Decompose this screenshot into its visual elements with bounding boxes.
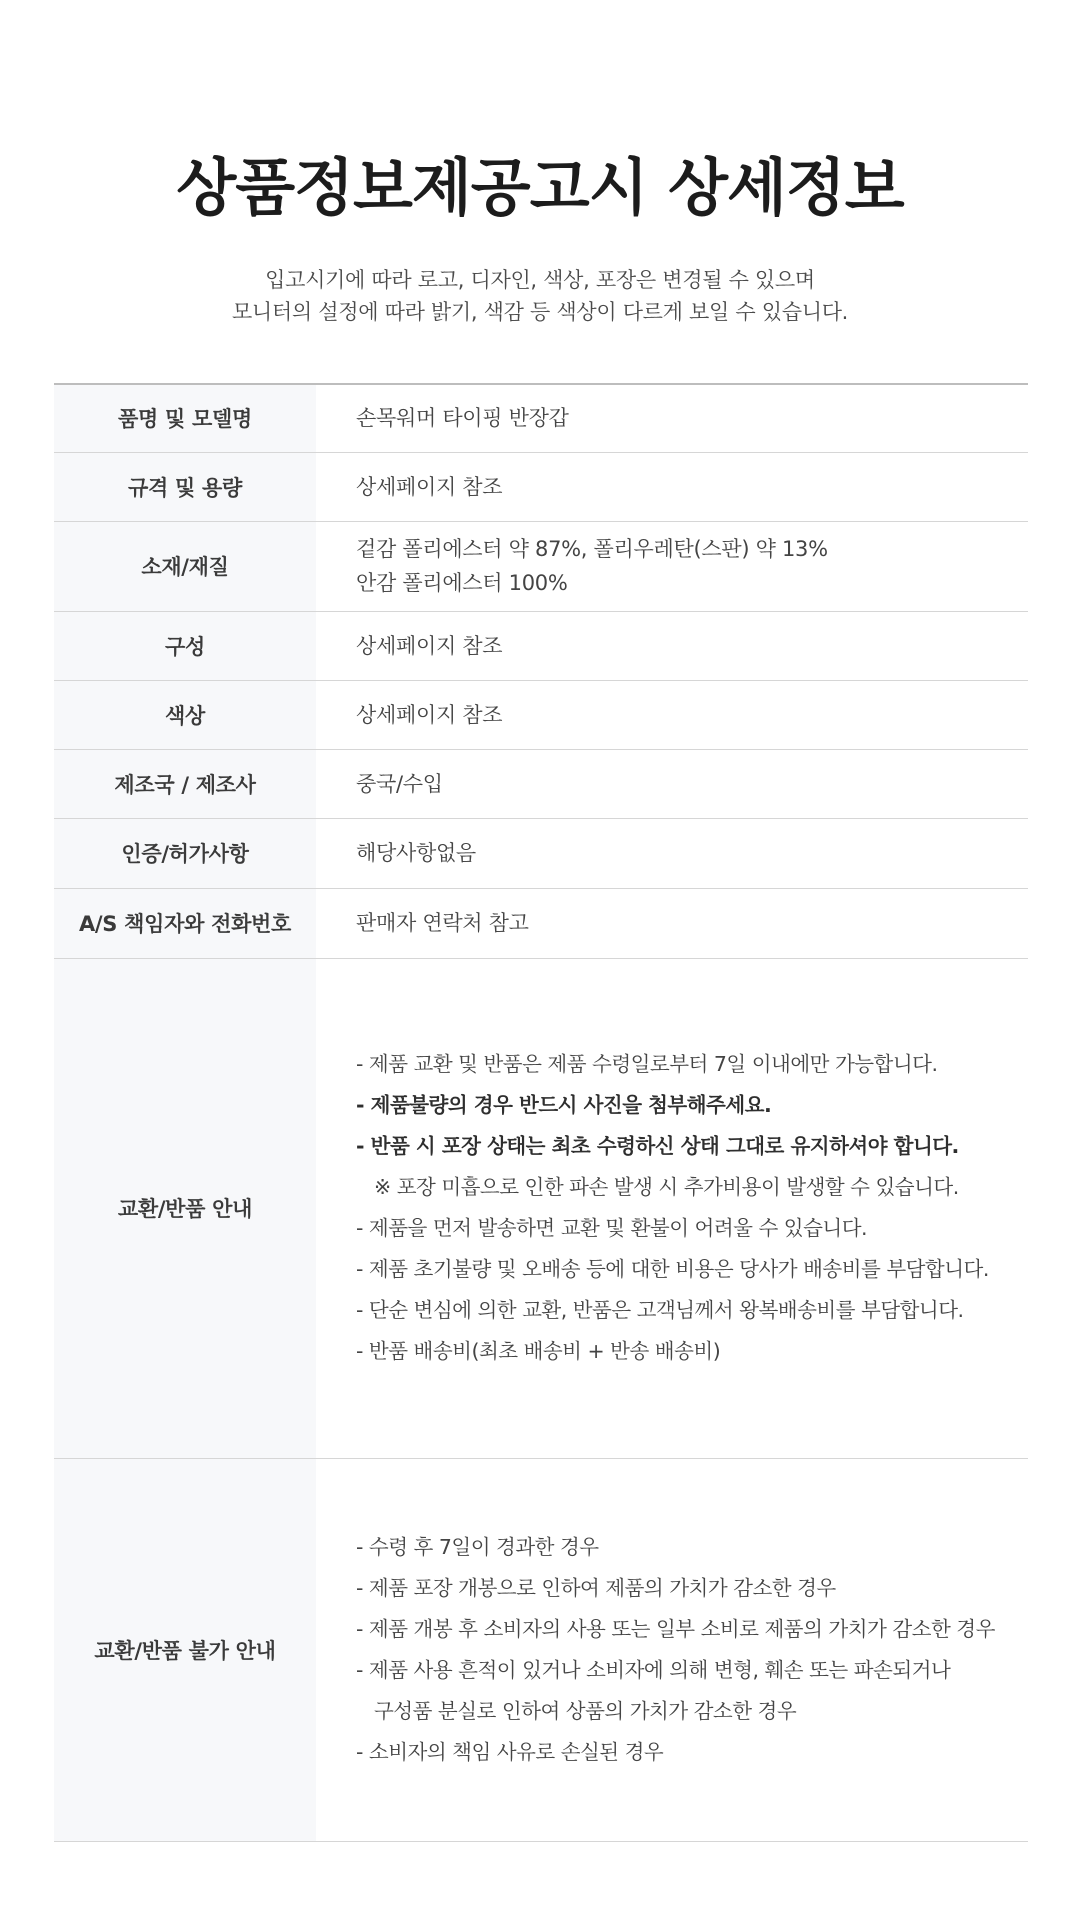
row-value	[316, 818, 1028, 888]
table-row	[54, 384, 1028, 452]
table-row	[54, 611, 1028, 680]
value-line: 상세페이지 참조	[356, 702, 503, 727]
table-row	[54, 452, 1028, 521]
value-line: 해당사항없음	[356, 841, 476, 865]
list-item: 구성품 분실로 인하여 상품의 가치가 감소한 경우	[374, 1698, 797, 1723]
exchange-guide-list	[316, 958, 1028, 1458]
row-value	[316, 521, 1028, 611]
row-label: 품명 및 모델명	[54, 384, 316, 452]
list-item: - 제품불량의 경우 반드시 사진을 첨부해주세요.	[356, 1093, 772, 1117]
list-item: - 반품 시 포장 상태는 최초 수령하신 상태 그대로 유지하셔야 합니다.	[356, 1134, 959, 1158]
row-value	[316, 611, 1028, 680]
subtitle-line: 모니터의 설정에 따라 밝기, 색감 등 색상이 다르게 보일 수 있습니다.	[231, 300, 849, 324]
row-label: 규격 및 용량	[54, 452, 316, 521]
value-line: 겉감 폴리에스터 약 87%, 폴리우레탄(스판) 약 13%	[356, 537, 828, 561]
value-line: 손목워머 타이핑 반장갑	[356, 406, 569, 431]
list-item: - 제품 포장 개봉으로 인하여 제품의 가치가 감소한 경우	[356, 1575, 836, 1600]
row-value	[316, 384, 1028, 452]
list-item: - 제품 초기불량 및 오배송 등에 대한 비용은 당사가 배송비를 부담합니다.	[356, 1257, 989, 1281]
row-label: 소재/재질	[54, 521, 316, 611]
value-line: 안감 폴리에스터 100%	[356, 571, 568, 595]
table-row	[54, 749, 1028, 818]
value-line: 중국/수입	[356, 771, 443, 796]
row-label: 교환/반품 불가 안내	[54, 1458, 316, 1841]
subtitle-line: 입고시기에 따라 로고, 디자인, 색상, 포장은 변경될 수 있으며	[265, 268, 815, 292]
table-row	[54, 818, 1028, 888]
list-item: - 수령 후 7일이 경과한 경우	[356, 1534, 599, 1559]
no-exchange-guide-list	[316, 1458, 1028, 1841]
list-item: - 제품 개봉 후 소비자의 사용 또는 일부 소비로 제품의 가치가 감소한 경우	[356, 1616, 995, 1641]
page-title: 상품정보제공고시 상세정보	[176, 151, 904, 224]
list-item: - 단순 변심에 의한 교환, 반품은 고객님께서 왕복배송비를 부담합니다.	[356, 1298, 964, 1322]
row-value	[316, 452, 1028, 521]
row-value	[316, 888, 1028, 958]
value-line: 판매자 연락처 참고	[356, 911, 529, 935]
row-label: 교환/반품 안내	[54, 958, 316, 1458]
value-line: 상세페이지 참조	[356, 633, 503, 658]
product-info-table	[54, 383, 1028, 1842]
subtitle	[0, 264, 1080, 328]
no-exchange-guide-row	[54, 1458, 1028, 1841]
table-row	[54, 888, 1028, 958]
list-item: ※ 포장 미흡으로 인한 파손 발생 시 추가비용이 발생할 수 있습니다.	[374, 1175, 959, 1199]
row-label: A/S 책임자와 전화번호	[54, 888, 316, 958]
table-row	[54, 521, 1028, 611]
list-item: - 제품 교환 및 반품은 제품 수령일로부터 7일 이내에만 가능합니다.	[356, 1052, 938, 1076]
row-label: 제조국 / 제조사	[54, 749, 316, 818]
list-item: - 소비자의 책임 사유로 손실된 경우	[356, 1739, 664, 1764]
row-label: 색상	[54, 680, 316, 749]
row-label: 인증/허가사항	[54, 818, 316, 888]
row-value	[316, 680, 1028, 749]
list-item: - 제품 사용 흔적이 있거나 소비자에 의해 변형, 훼손 또는 파손되거나	[356, 1657, 951, 1682]
value-line: 상세페이지 참조	[356, 474, 503, 499]
row-value	[316, 749, 1028, 818]
table-row	[54, 680, 1028, 749]
exchange-guide-row	[54, 958, 1028, 1458]
list-item: - 반품 배송비(최초 배송비 + 반송 배송비)	[356, 1339, 721, 1363]
row-label: 구성	[54, 611, 316, 680]
list-item: - 제품을 먼저 발송하면 교환 및 환불이 어려울 수 있습니다.	[356, 1216, 868, 1240]
